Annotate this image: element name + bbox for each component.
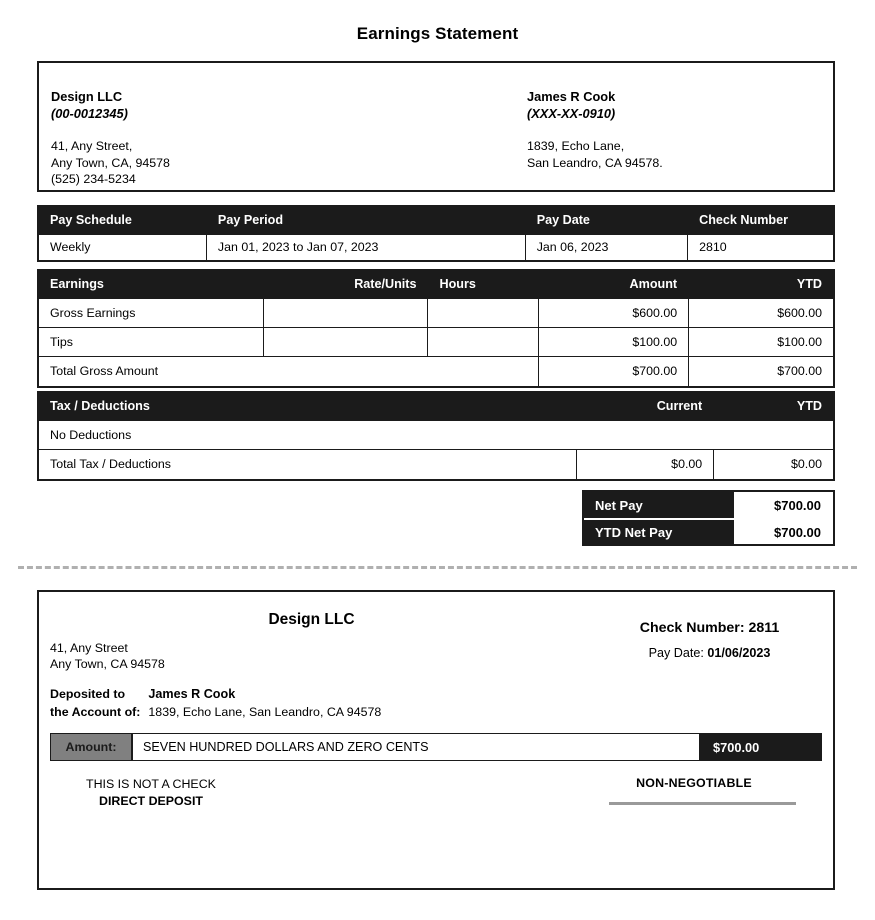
table-row [38,420,834,449]
col-ytd: YTD [689,270,834,298]
net-pay-row [584,492,833,518]
col-check-number: Check Number [688,206,834,234]
deposited-to-details [148,686,381,721]
net-pay-value: $700.00 [732,492,833,518]
employee-ssn: (XXX-XX-0910) [527,105,616,121]
pay-schedule-section [37,205,835,262]
ytd-net-pay-label: YTD Net Pay [584,520,732,544]
employer-block [51,89,170,188]
table-row [38,234,834,261]
ytd-net-pay-row [584,518,833,544]
deposited-to-block [50,686,381,721]
stub-company-address-line: Any Town, CA 94578 [50,657,165,671]
col-earnings: Earnings [38,270,264,298]
amount-numeric-value: $700.00 [701,734,821,760]
table-header-row [38,270,834,298]
earnings-total-row [38,356,834,387]
cell-earning-hours [428,327,538,356]
deductions-section [37,391,835,481]
employee-name: James R Cook [527,89,616,104]
cell-earning-ytd: $600.00 [689,298,834,327]
stub-company-address [50,640,165,672]
page-title: Earnings Statement [356,24,519,43]
employer-address [51,138,170,188]
cell-earning-hours [428,298,538,327]
parties-panel [37,61,835,192]
cell-earning-name: Tips [38,327,264,356]
stub-pay-date-value: 01/06/2023 [707,646,771,660]
stub-pay-date-label: Pay Date: [648,646,708,660]
cell-earning-rate-units [264,298,428,327]
employer-phone: (525) 234-5234 [51,172,136,186]
cell-no-deductions: No Deductions [38,420,834,449]
cell-earning-rate-units [264,327,428,356]
employer-name: Design LLC [51,89,123,104]
amount-label: Amount: [51,734,131,760]
col-tax-deductions: Tax / Deductions [38,392,576,420]
stub-pay-date [584,646,835,660]
col-pay-date: Pay Date [525,206,687,234]
pay-schedule-table [37,205,835,262]
earnings-section [37,269,835,388]
stub-company-name: Design LLC [268,611,355,628]
table-row [38,327,834,356]
earnings-table [37,269,835,388]
cell-total-deductions-label: Total Tax / Deductions [38,449,576,480]
deposited-to-name: James R Cook [148,687,236,701]
employer-address-line: 41, Any Street, [51,139,133,153]
deposited-to-label-line1: Deposited to [50,687,126,701]
employee-address-line: San Leandro, CA 94578. [527,155,663,170]
direct-deposit-text: DIRECT DEPOSIT [99,794,203,808]
check-stub-panel [37,590,835,890]
cell-check-number: 2810 [688,234,834,261]
table-header-row [38,206,834,234]
tear-off-divider [18,566,857,569]
amount-bar [50,733,822,761]
deductions-total-row [38,449,834,480]
not-a-check-text: THIS IS NOT A CHECK [86,777,216,791]
cell-total-gross-amount: $700.00 [538,356,688,387]
stub-check-number: Check Number: 2811 [639,620,780,636]
ytd-net-pay-value: $700.00 [732,520,833,544]
cell-earning-amount: $100.00 [538,327,688,356]
col-rate-units: Rate/Units [264,270,428,298]
deposited-to-label [50,686,140,721]
signature-line [609,802,796,805]
cell-total-deductions-ytd: $0.00 [714,449,834,480]
not-a-check-notice [86,776,216,810]
cell-total-deductions-current: $0.00 [576,449,713,480]
col-hours: Hours [428,270,538,298]
cell-pay-date: Jan 06, 2023 [525,234,687,261]
net-pay-label: Net Pay [584,492,732,518]
employee-address [527,138,663,171]
deductions-table [37,391,835,481]
cell-pay-schedule: Weekly [38,234,206,261]
net-pay-summary [582,490,835,546]
col-ytd: YTD [714,392,834,420]
table-row [38,298,834,327]
non-negotiable-text: NON-NEGOTIABLE [636,776,752,790]
col-pay-schedule: Pay Schedule [38,206,206,234]
employee-block [527,89,663,171]
amount-in-words: SEVEN HUNDRED DOLLARS AND ZERO CENTS [131,734,701,760]
stub-company-address-line: 41, Any Street [50,641,128,655]
deposited-to-address: 1839, Echo Lane, San Leandro, CA 94578 [148,704,382,719]
col-pay-period: Pay Period [206,206,525,234]
employer-address-line: Any Town, CA, 94578 [51,155,170,170]
cell-earning-name: Gross Earnings [38,298,264,327]
cell-total-gross-label: Total Gross Amount [38,356,538,387]
table-header-row [38,392,834,420]
cell-pay-period: Jan 01, 2023 to Jan 07, 2023 [206,234,525,261]
col-current: Current [576,392,713,420]
employer-id: (00-0012345) [51,105,128,121]
cell-earning-amount: $600.00 [538,298,688,327]
cell-earning-ytd: $100.00 [689,327,834,356]
employee-address-line: 1839, Echo Lane, [527,139,625,153]
col-amount: Amount [538,270,688,298]
cell-total-gross-ytd: $700.00 [689,356,834,387]
deposited-to-label-line2: the Account of: [50,704,141,719]
